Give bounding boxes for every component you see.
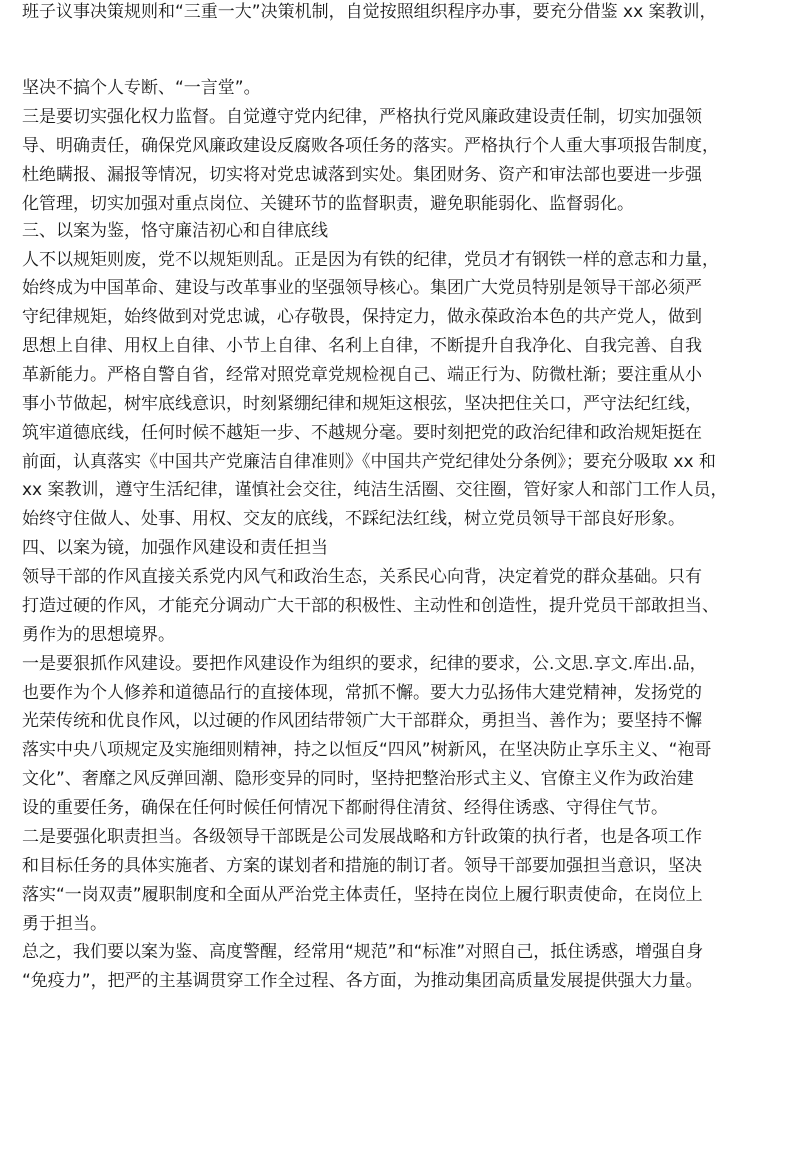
text-line: 一是要狠抓作风建设。要把作风建设作为组织的要求，纪律的要求，公.文思.享文.库出.品， — [22, 654, 707, 674]
text-line: 导、明确责任，确保党风廉政建设反腐败各项任务的落实。严格执行个人重大事项报告制度， — [22, 136, 719, 156]
text-line: “免疫力”，把严的主基调贯穿工作全过程、各方面，为推动集团高质量发展提供强大力量。 — [22, 971, 703, 991]
text-line: 班子议事决策规则和“三重一大”决策机制，自觉按照组织程序办事，要充分借鉴 xx 案教训， — [22, 2, 717, 22]
text-line: 勇作为的思想境界。 — [22, 625, 175, 645]
text-line: 落实中央八项规定及实施细则精神，持之以恒反“四风”树新风，在坚决防止享乐主义、“袍哥 — [22, 740, 712, 760]
text-line: 思想上自律、用权上自律、小节上自律、名利上自律，不断提升自我净化、自我完善、自我 — [22, 336, 702, 356]
text-line: 三是要切实强化权力监督。自觉遵守党内纪律，严格执行党风廉政建设责任制，切实加强领 — [22, 107, 702, 127]
section-heading: 三、以案为鉴，恪守廉洁初心和自律底线 — [22, 221, 328, 241]
text-line: 二是要强化职责担当。各级领导干部既是公司发展战略和方针政策的执行者，也是各项工作 — [22, 827, 702, 847]
text-line: 革新能力。严格自警自省，经常对照党章党规检视自己、端正行为、防微杜渐；要注重从小 — [22, 365, 702, 385]
text-line: 事小节做起，树牢底线意识，时刻紧绷纪律和规矩这根弦，坚决把住关口，严守法纪红线， — [22, 394, 702, 414]
text-line: xx 案教训，遵守生活纪律，谨慎社会交往，纯洁生活圈、交往圈，管好家人和部门工作人员， — [22, 480, 728, 500]
text-line: 坚决不搞个人专断、“一言堂”。 — [22, 78, 261, 98]
text-line: 前面，认真落实《中国共产党廉洁自律准则》《中国共产党纪律处分条例》；要充分吸取 xx 和 — [22, 452, 716, 472]
text-line: 守纪律规矩，始终做到对党忠诚，心存敬畏，保持定力，做永葆政治本色的共产党人，做到 — [22, 307, 702, 327]
text-line: 打造过硬的作风，才能充分调动广大干部的积极性、主动性和创造性，提升党员干部敢担当、 — [22, 596, 719, 616]
text-line: 光荣传统和优良作风，以过硬的作风团结带领广大干部群众，勇担当、善作为；要坚持不懈 — [22, 711, 702, 731]
text-line: 始终守住做人、处事、用权、交友的底线，不踩纪法红线，树立党员领导干部良好形象。 — [22, 509, 685, 529]
text-line: 化管理，切实加强对重点岗位、关键环节的监督职责，避免职能弱化、监督弱化。 — [22, 194, 634, 214]
text-line: 落实“一岗双责”履职制度和全面从严治党主体责任，坚持在岗位上履行职责使命，在岗位上 — [22, 885, 703, 905]
text-line: 人不以规矩则废，党不以规矩则乱。正是因为有铁的纪律，党员才有钢铁一样的意志和力量， — [22, 250, 719, 270]
text-line: 设的重要任务，确保在任何时候任何情况下都耐得住清贫、经得住诱惑、守得住气节。 — [22, 798, 668, 818]
section-heading: 四、以案为镜，加强作风建设和责任担当 — [22, 538, 328, 558]
text-line: 杜绝瞒报、漏报等情况，切实将对党忠诚落到实处。集团财务、资产和审法部也要进一步强 — [22, 165, 702, 185]
text-line: 也要作为个人修养和道德品行的直接体现，常抓不懈。要大力弘扬伟大建党精神，发扬党的 — [22, 683, 702, 703]
text-line: 领导干部的作风直接关系党内风气和政治生态，关系民心向背，决定着党的群众基础。只有 — [22, 567, 702, 587]
text-line: 和目标任务的具体实施者、方案的谋划者和措施的制订者。领导干部要加强担当意识，坚决 — [22, 856, 702, 876]
text-line: 总之，我们要以案为鉴、高度警醒，经常用“规范”和“标准”对照自己，抵住诱惑，增强自身 — [22, 942, 704, 962]
text-line: 筑牢道德底线，任何时候不越矩一步、不越规分毫。要时刻把党的政治纪律和政治规矩挺在 — [22, 423, 702, 443]
text-line: 始终成为中国革命、建设与改革事业的坚强领导核心。集团广大党员特别是领导干部必须严 — [22, 278, 702, 298]
text-line: 文化”、奢靡之风反弹回潮、隐形变异的同时，坚持把整治形式主义、官僚主义作为政治建 — [22, 769, 694, 789]
text-line: 勇于担当。 — [22, 914, 107, 934]
